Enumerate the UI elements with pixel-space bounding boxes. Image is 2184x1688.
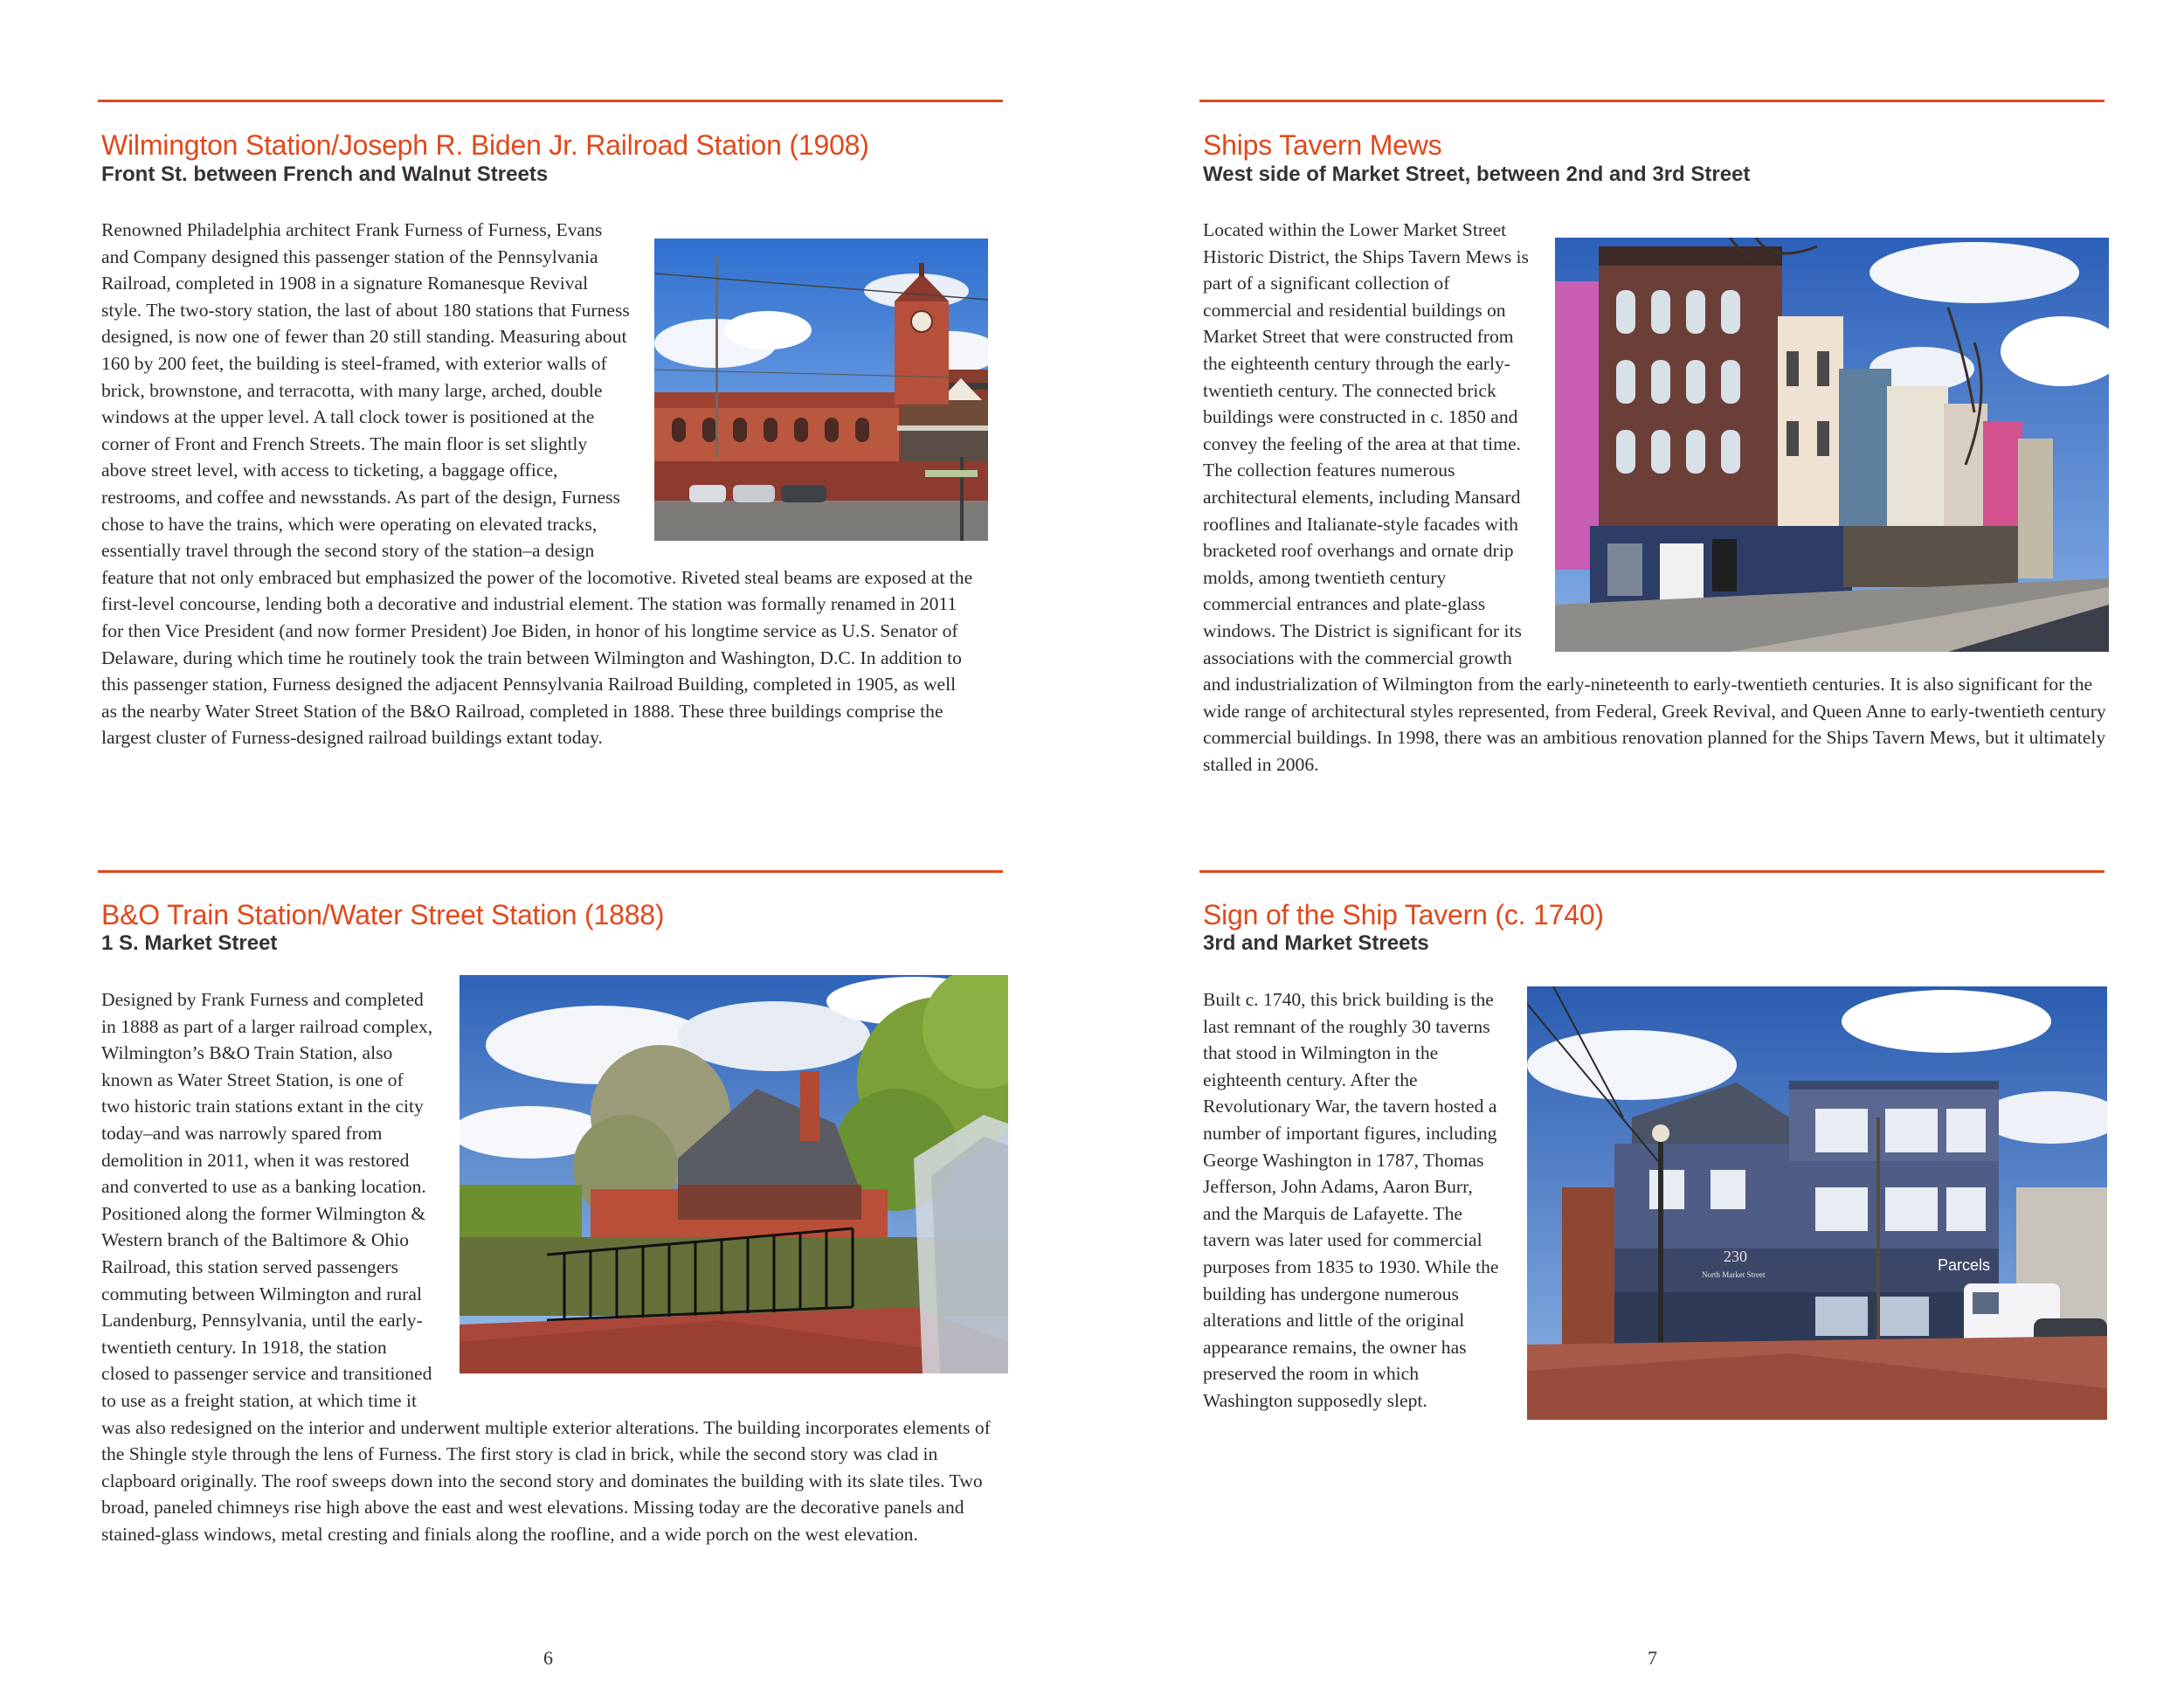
section-text: Renowned Philadelphia architect Frank Furness of Furness, Evans and Company designed this passenger station of the Pennsylvania Railroad, completed in 1908 in a signature Romanesque Revival style. The two-story station, the last of about 180 stations that Furness designed, is now one of fewer than 20 still standing. Measuring about 160 by 200 feet, the building is steel-framed, with exterior walls of brick, brownstone, and terracotta, with many large, arched, double windows at the upper level. A tall clock tower is positioned at the corner of Front and French Streets. The main floor is set slightly above street level, with access to ticketing, a baggage office, restrooms, and coffee and newsstands. As part of the design, Furness chose to have the trains, which were operating on elevated tracks, essentially travel through the second story of the station–a design feature that not only embraced but emphasized the power of the locomotive. Riveted steal beams are exposed at the first-level concourse, lending both a decorative and industrial element. The station was formally renamed in 2011 for then Vice President (and now former President) Joe Biden, in honor of his longtime service as U.S. Senator of Delaware, during which time he routinely took the train between Wilmington and Washington, D.C. In addition to this passenger station, Furness designed the adjacent Pennsylvania Railroad Building, completed in 1905, as well as the nearby Water Street Station of the B&O Railroad, completed in 1888. These three buildings comprise the largest cluster of Furness-designed railroad buildings extant today.: [101, 219, 973, 749]
address-street-sign: North Market Street: [1702, 1270, 1766, 1279]
section-title: Ships Tavern Mews: [1203, 129, 1442, 161]
section-text: Designed by Frank Furness and completed in 1888 as part of a larger railroad complex, Wilmington’s B&O Train Station, also known as Water Street Station, is one of two historic train stations extant in the city today–and was narrowly spared from demolition in 2011, when it was restored and converted to use as a banking location. Positioned along the former Wilmington & Western branch of the Baltimore & Ohio Railroad, this station served passengers commuting between Wilmington and rural Landenburg, Pennsylvania, until the early-twentieth century. In 1918, the station closed to passenger service and transitioned to use as a freight station, at which time it was also redesigned on the interior and underwent multiple exterior alterations. The building incorporates elements of the Shingle style through the lens of Furness. The first story is clad in brick, while the second story was clad in clapboard originally. The roof sweeps down into the second story and dominates the building with its slate tiles. Two broad, paneled chimneys rise high above the east and west elevations. Missing today are the decorative panels and stained-glass windows, metal cresting and finials along the roofline, and a wide porch on the west elevation.: [101, 989, 991, 1545]
ship-tavern-photo: [1527, 986, 2107, 1420]
section-subtitle: 1 S. Market Street: [101, 931, 278, 955]
section-title: Sign of the Ship Tavern (c. 1740): [1203, 899, 1604, 930]
section-body: [101, 986, 1005, 1547]
section-subtitle: Front St. between French and Walnut Streets: [101, 163, 549, 186]
section-rule: [1199, 100, 2105, 102]
parcels-sign: Parcels: [1938, 1256, 1991, 1274]
section-text: Located within the Lower Market Street Historic District, the Ships Tavern Mews is part of a significant collection of commercial and residential buildings on Market Street that were constructed from the eighteenth century through the early-twentieth century. The connected brick buildings were constructed in c. 1850 and convey the feeling of the area at that time. The collection features numerous architectural elements, including Mansard rooflines and Italianate-style facades with bracketed roof overhangs and ornate drip molds, among twentieth century commercial entrances and plate-glass windows. The District is significant for its associations with the commercial growth and industrialization of Wilmington from the early-nineteenth to early-twentieth centuries. It is also significant for the wide range of architectural styles represented, from Federal, Greek Revival, and Queen Anne to early-twentieth century commercial buildings. In 1998, there was an ambitious renovation planned for the Ships Tavern Mews, but it ultimately stalled in 2006.: [1203, 219, 2106, 775]
section-subtitle: West side of Market Street, between 2nd and 3rd Street: [1203, 163, 1751, 186]
page-number: 7: [1648, 1647, 1657, 1669]
section-body: [101, 217, 975, 751]
section-body: [1203, 986, 2106, 1435]
section-body: [1203, 217, 2106, 778]
bo-station-photo: [460, 975, 1008, 1373]
section-title: B&O Train Station/Water Street Station (1888): [101, 899, 665, 930]
page-number: 6: [543, 1647, 553, 1669]
address-number-sign: 230: [1724, 1248, 1747, 1265]
section-rule: [98, 870, 1003, 873]
wilmington-station-photo: [654, 239, 988, 541]
section-rule: [1199, 870, 2105, 873]
section-title: Wilmington Station/Joseph R. Biden Jr. Railroad Station (1908): [101, 129, 869, 161]
section-rule: [98, 100, 1003, 102]
section-text: Built c. 1740, this brick building is the last remnant of the roughly 30 taverns that stood in Wilmington in the eighteenth century. After the Revolutionary War, the tavern hosted a number of important figures, including George Washington in 1787, Thomas Jefferson, John Adams, Aaron Burr, and the Marquis de Lafayette. The tavern was later used for commercial purposes from 1835 to 1930. While the building has undergone numerous alterations and little of the original appearance remains, the owner has preserved the room in which Washington supposedly slept.: [1203, 989, 1499, 1411]
section-subtitle: 3rd and Market Streets: [1203, 931, 1429, 955]
ships-tavern-mews-photo: [1555, 238, 2109, 652]
